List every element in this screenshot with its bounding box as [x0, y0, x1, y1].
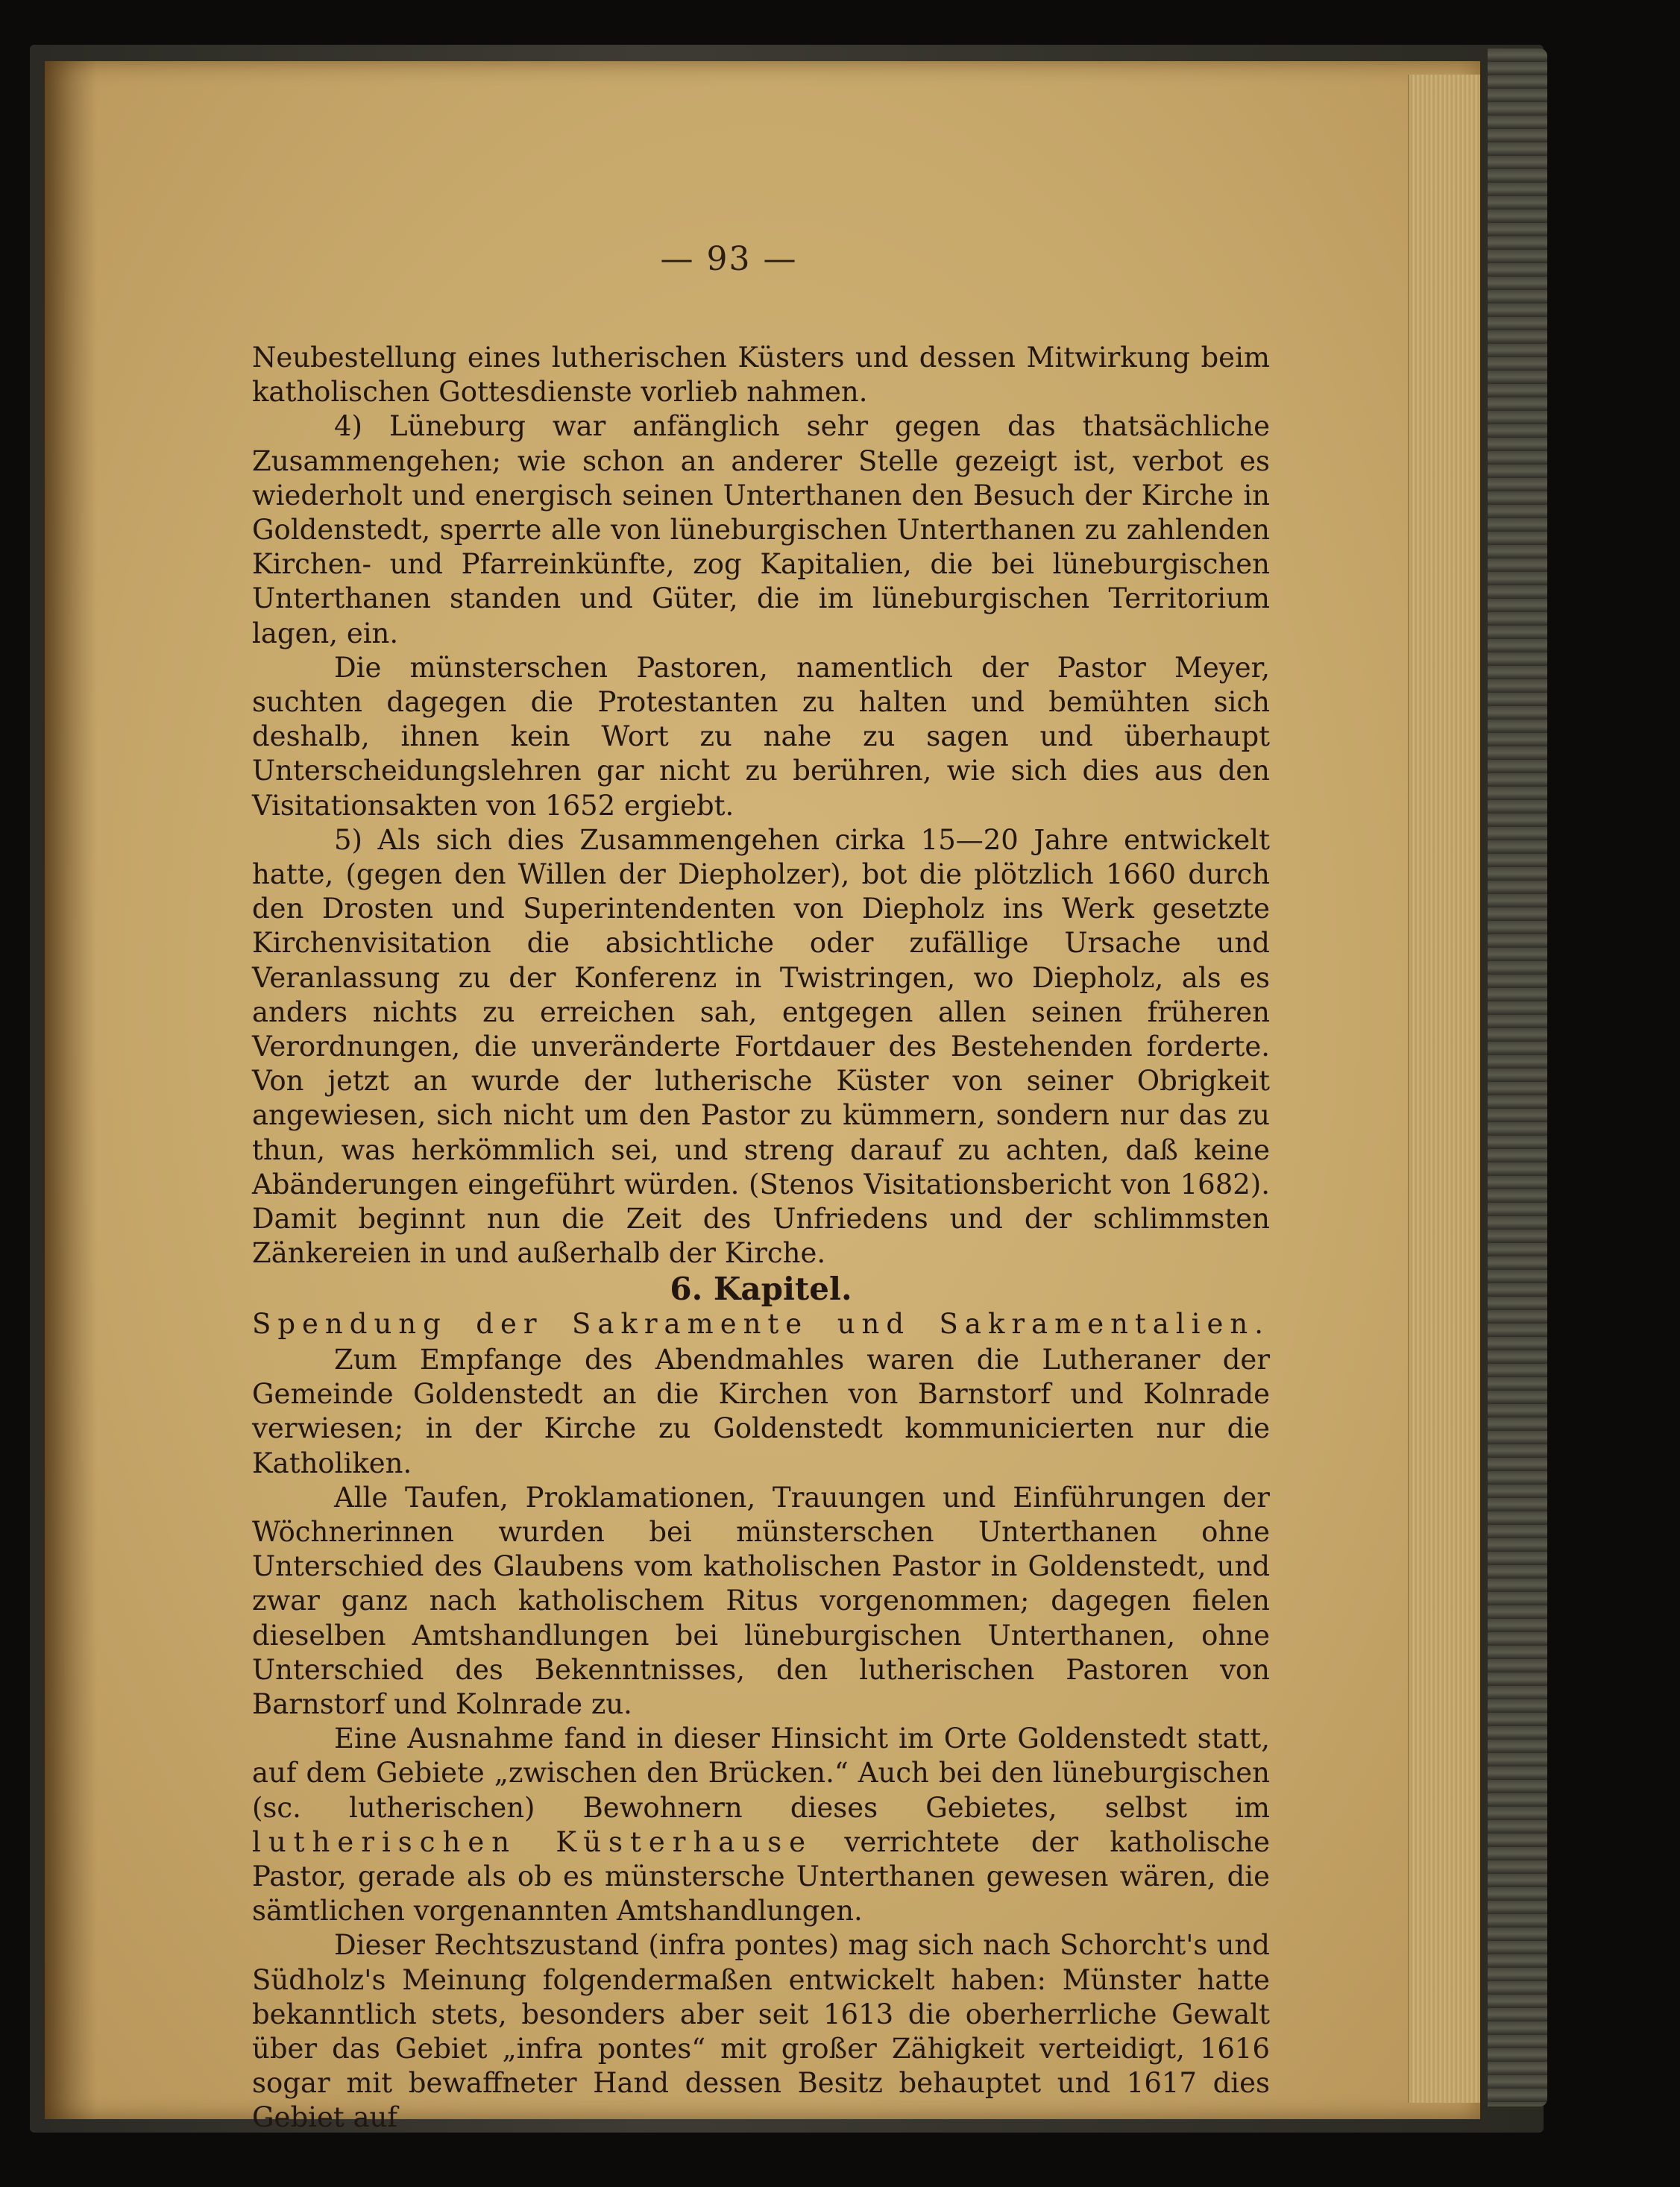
- paragraph: 4) Lüneburg war anfänglich sehr gegen das thatsächliche Zusammengehen; wie schon an anderer Stelle gezeigt ist, verbot es wiederholt und energisch seinen Unterthanen den Besuch der Kirche in Goldenstedt, sperrte alle von lüneburgischen Unterthanen zu zahlenden Kirchen- und Pfarreinkünfte, zog Kapitalien, die bei lüneburgischen Unterthanen standen und Güter, die im lüneburgischen Territorium lagen, ein.: [252, 410, 1270, 649]
- paragraph: Alle Taufen, Proklamationen, Trauungen und Einführungen der Wöchnerinnen wurden bei münsterschen Unterthanen ohne Unterschied des Glaubens vom katholischen Pastor in Goldenstedt, und zwar ganz nach katholischem Ritus vorgenommen; dagegen fielen dieselben Amtshandlungen bei lüneburgischen Unterthanen, ohne Unterschied des Bekenntnisses, den lutherischen Pastoren von Barnstorf und Kolnrade zu.: [252, 1481, 1270, 1720]
- page-gutter-shadow: [45, 61, 97, 2119]
- emphasized-spaced-text: lutherischen Küsterhause: [252, 1825, 814, 1858]
- book-cover-edge: [1488, 48, 1547, 2106]
- paragraph: Dieser Rechtszustand (infra pontes) mag sich nach Schorcht's und Südholz's Meinung folgendermaßen entwickelt haben: Münster hatte bekanntlich stets, besonders aber seit 1613 die oberherrliche Gewalt über das Gebiet „infra pontes“ mit großer Zähigkeit verteidigt, 1616 sogar mit bewaffneter Hand dessen Besitz behauptet und 1617 dies Gebiet auf: [252, 1929, 1270, 2134]
- paragraph: Die münsterschen Pastoren, namentlich der Pastor Meyer, suchten dagegen die Protestanten zu halten und bemühten sich deshalb, ihnen kein Wort zu nahe zu sagen und überhaupt Unterscheidungslehren gar nicht zu berühren, wie sich dies aus den Visitationsakten von 1652 ergiebt.: [252, 651, 1270, 822]
- paragraph: Zum Empfange des Abendmahles waren die Lutheraner der Gemeinde Goldenstedt an die Kirchen von Barnstorf und Kolnrade verwiesen; in der Kirche zu Goldenstedt kommunicierten nur die Katholiken.: [252, 1343, 1270, 1479]
- paragraph-continuation: Neubestellung eines lutherischen Küsters und dessen Mitwirkung beim katholischen Gottesdienste vorlieb nahmen.: [252, 342, 1270, 409]
- book-page: [45, 61, 1480, 2134]
- text-block: [252, 341, 1270, 2136]
- chapter-subtitle: Spendung der Sakramente und Sakramentalien.: [252, 1307, 1270, 1340]
- paragraph: 5) Als sich dies Zusammengehen cirka 15—20 Jahre entwickelt hatte, (gegen den Willen der Diepholzer), bot die plötzlich 1660 durch den Drosten und Superintendenten von Diepholz ins Werk gesetzte Kirchenvisitation die absichtliche oder zufällige Ursache und Veranlassung zu der Konferenz in Twistringen, wo Diepholz, als es anders nichts zu erreichen sah, entgegen allen seinen früheren Verordnungen, die unveränderte Fortdauer des Bestehenden forderte. Von jetzt an wurde der lutherische Küster von seiner Obrigkeit angewiesen, sich nicht um den Pastor zu kümmern, sondern nur das zu thun, was herkömmlich sei, und streng darauf zu achten, daß keine Abänderungen eingeführt würden. (Stenos Visitationsbericht von 1682). Damit beginnt nun die Zeit des Unfriedens und der schlimmsten Zänkereien in und außerhalb der Kirche.: [252, 823, 1270, 1270]
- paragraph-text: verrichtete der katholische Pastor, gerade als ob es münstersche Unterthanen gewesen wären, die sämtlichen vorgenannten Amtshandlungen.: [252, 1825, 1270, 1928]
- paragraph-text: Eine Ausnahme fand in dieser Hinsicht im Orte Goldenstedt statt, auf dem Gebiete „zwischen den Brücken.“ Auch bei den lüneburgischen (sc. lutherischen) Bewohnern dieses Gebietes, selbst im: [252, 1722, 1270, 1824]
- page-number: — 93 —: [660, 240, 798, 278]
- chapter-title: 6. Kapitel.: [670, 1271, 852, 1308]
- paragraph-exception: [252, 1722, 1270, 1928]
- page-edges: [1408, 75, 1480, 2103]
